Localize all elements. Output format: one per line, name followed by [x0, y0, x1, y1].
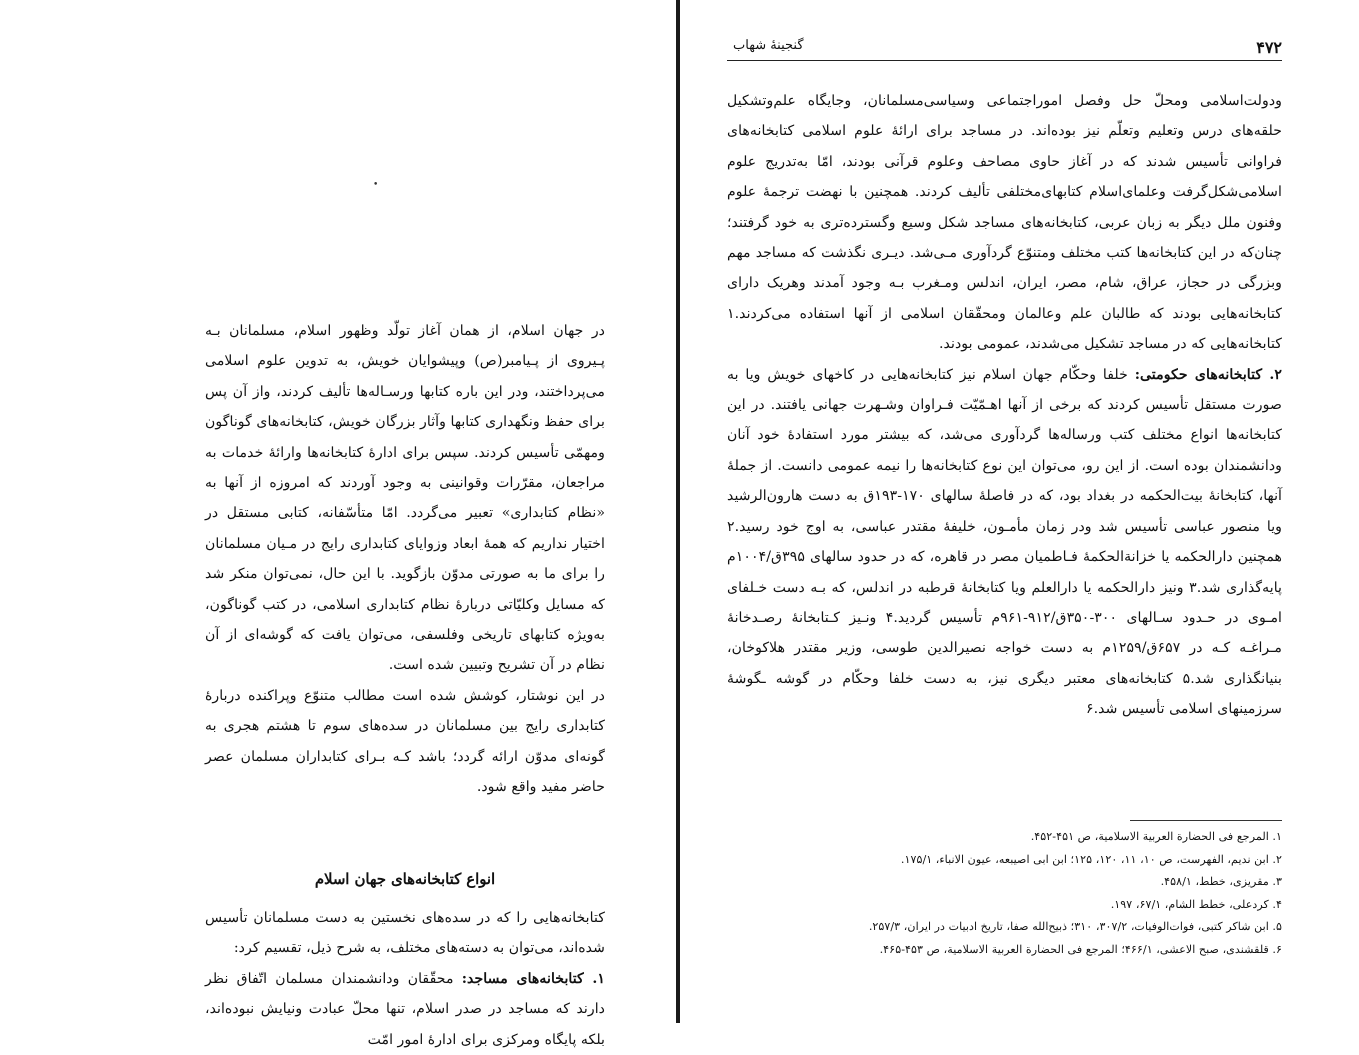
left-paragraph-1: در جهان اسلام، از همان آغاز تولّد وظهور اسلام، مسلمانان بـه پـیروی از پـیامبر(ص) وپیشوایان خویش، به تدوین علوم اسلامی می‌پرداختند، ودر این باره کتابها ورسـاله‌ها تألیف کردند، واز آن پس برای حفظ ونگهداری کتابها وآثار بزرگان خویش، کتابخانه‌های گوناگون ومهمّی تأسیس کردند. سپس برای ادارهٔ کتابخانه‌ها وارائهٔ خدمات به مراجعان، مقرّرات وقوانینی به وجود آوردند که امروزه از آنها به «نظام کتابداری» تعبیر می‌گردد. امّا متأسّفانه، کتابی مستقل در اختیار نداریم که همهٔ ابعاد وزوایای کتابداری رایج در مـیان مسلمانان را برای ما به صورتی مدوّن بازگوید. با این حال، نمی‌توان منکر شد که مسایل وکلیّاتی دربارهٔ نظام کتابداری اسلامی، در کتب گوناگون، به‌ویژه کتابهای تاریخی وفلسفی، می‌توان یافت که گوشه‌ای از آن نظام در آن تشریح وتبیین شده است. — [205, 323, 605, 674]
item-2-lead: ۲. کتابخانه‌های حکومتی: — [1134, 366, 1282, 383]
item-1-lead: ۱. کتابخانه‌های مساجد: — [461, 970, 605, 987]
right-item-2 — [727, 360, 1282, 725]
page-number: ۴۷۲ — [1256, 38, 1282, 57]
footnote-3: ۳. مقریزی، خطط، ۴۵۸/۱. — [1160, 875, 1282, 889]
item-2-text: خلفا وحکّام جهان اسلام نیز کتابخانه‌هایی در کاخهای خویش ویا به صورت مستقل تأسیس کردند که برخی از آنها اهـمّیّت فـراوان وشـهرت جهانی یافتند. در این کتابخانه‌ها انواع مختلف کتب ورساله‌ها گردآوری می‌شد، که بیشتر مورد استفادهٔ خود آنان ودانشمندان بوده است. از این رو، می‌توان این نوع کتابخانه‌ها را نیمه عمومی دانست. از جملهٔ آنها، کتابخانهٔ بیت‌الحکمه در بغداد بود، که در فاصلهٔ سالهای ۱۷۰-۱۹۳ق به دست هارون‌الرشید ویا منصور عباسی تأسیس شد ودر زمان مأمـون، خلیفهٔ مقتدر عباسی، به اوج خود رسید.۲ همچنین دارالحکمه یا خزانةالحکمهٔ فـاطمیان مصر در قاهره، که در حدود سالهای ۳۹۵ق/۱۰۰۴م پایه‌گذاری شد.۳ ونیز دارالحکمه یا دارالعلم ویا کتابخانهٔ قرطبه در اندلس، که بـه دست خـلفای امـوی در حـدود سـالهای ۳۰۰-۳۵۰ق/۹۱۲-۹۶۱م تأسیس گردید.۴ ونـیز کـتابخانهٔ رصـدخانهٔ مـراغـه کـه در ۶۵۷ق/۱۲۵۹م به دست خواجه نصیرالدین طوسی، وزیر مقتدر هلاکوخان، بنیانگذاری شد.۵ کتابخانه‌های معتبر دیگری نیز، به دست خلفا وحکّام در گوشه ـگوشهٔ سرزمینهای اسلامی تأسیس شد.۶ — [727, 366, 1283, 718]
right-page — [727, 86, 1282, 725]
footnote-5: ۵. ابن شاکر کتبی، فوات‌الوفیات، ۳۰۷/۲، ۳۱۰؛ ذبیح‌الله صفا، تاریخ ادبیات در ایران، ۲۵۷/۳. — [868, 920, 1282, 934]
footnote-6: ۶. قلقشندی، صبح الاعشی، ۴۶۶/۱؛ المرجع فی الحضارة العربیة الاسلامیة، ص ۴۵۳-۴۶۵. — [879, 942, 1282, 956]
footnote-divider — [1130, 820, 1282, 821]
footnotes — [800, 826, 1282, 962]
item-1-text: محقّقان ودانشمندان مسلمان اتّفاق نظر دارند که مساجد در صدر اسلام، تنها محلّ عبادت ونیایش نبوده‌اند، بلکه پایگاه ومرکزی برای ادارهٔ امور امّت — [205, 970, 605, 1048]
stray-ink-mark: • — [373, 180, 379, 190]
left-item-1 — [205, 964, 605, 1055]
left-paragraph-2: در این نوشتار، کوشش شده است مطالب متنوّع وپراکنده دربارهٔ کتابداری رایج بین مسلمانان در سده‌های سوم تا هشتم هجری به گونه‌ای مدوّن ارائه گردد؛ باشد کـه بـرای کتابداران مسلمان عصر حاضر مفید واقع شود. — [205, 687, 605, 796]
right-paragraph-1: ودولت‌اسلامی ومحلّ حل وفصل اموراجتماعی وسیاسی‌مسلمانان، وجایگاه علم‌وتشکیل حلقه‌های درس وتعلیم وتعلّم نیز بوده‌اند. در مساجد برای ارائهٔ علوم اسلامی کتابخانه‌های فراوانی تأسیس شدند که در آغاز حاوی مصاحف وعلوم قرآنی بودند، امّا به‌تدریج علوم اسلامی‌شکل‌گرفت وعلمای‌اسلام کتابهای‌مختلفی تألیف کردند. همچنین با نهضت ترجمهٔ علوم وفنون ملل دیگر به زبان عربی، کتابخانه‌های مساجد شکل وسیع وگسترده‌تری به خود گرفتند؛ چنان‌که در این کتابخانه‌ها کتب مختلف ومتنوّع گردآوری مـی‌شد. دیـری نگذشت که مساجد مهم وبزرگی در حجاز، عراق، شام، مصر، ایران، اندلس ومـغرب بـه وجود آمدند وهریک دارای کتابخانه‌هایی بودند که طالبان علم وعالمان ومحقّقان اسلامی از آنها استفاده می‌کردند.۱ کتابخانه‌هایی که در مساجد تشکیل می‌شدند، عمومی بودند. — [727, 93, 1282, 353]
running-header — [727, 36, 1282, 61]
footnote-4: ۴. کردعلی، خطط الشام، ۶۷/۱، ۱۹۷. — [1110, 897, 1282, 911]
book-title: گنجینهٔ شهاب — [733, 38, 804, 53]
left-page — [205, 316, 605, 1055]
left-paragraph-3: کتابخانه‌هایی را که در سده‌های نخستین به دست مسلمانان تأسیس شده‌اند، می‌توان به دسته‌های مختلف، به شرح ذیل، تقسیم کرد: — [205, 909, 605, 957]
section-heading: انواع کتابخانه‌های جهان اسلام — [314, 870, 496, 888]
footnote-1: ۱. المرجع فی الحضارة العربیة الاسلامیة، ص ۴۵۱-۴۵۲. — [1030, 830, 1282, 843]
book-gutter — [676, 0, 680, 1023]
footnote-2: ۲. ابن ندیم، الفهرست، ص ۱۰، ۱۱، ۱۲۰، ۱۲۵؛ ابن ابی اصیبعه، عیون الانباء، ۱۷۵/۱. — [900, 852, 1282, 866]
